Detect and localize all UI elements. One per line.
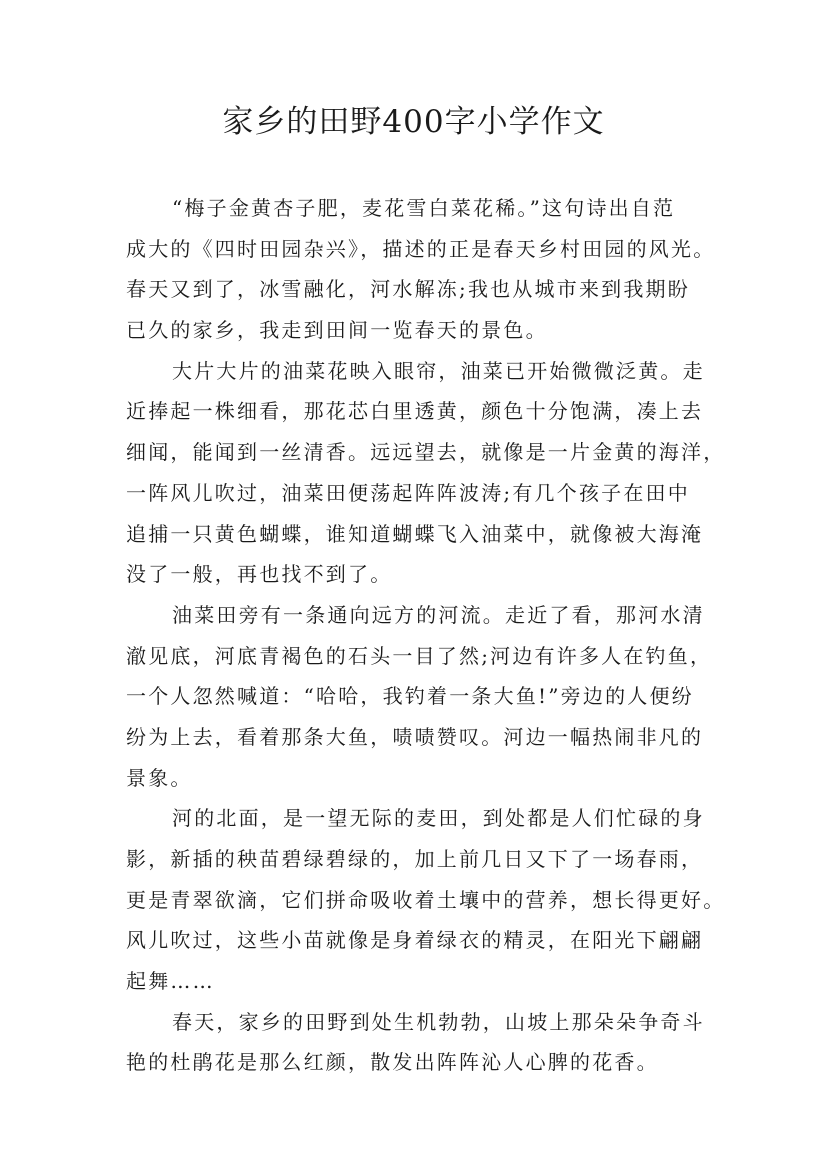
- text-line: 起舞……: [126, 969, 215, 994]
- text-line: 油菜田旁有一条通向远方的河流。走近了看，那河水清: [172, 602, 705, 627]
- text-line: “梅子金黄杏子肥，麦花雪白菜花稀。”这句诗出自范: [172, 196, 676, 220]
- text-line: 河的北面，是一望无际的麦田，到处都是人们忙碌的身: [172, 806, 705, 831]
- text-line: 春天又到了，冰雪融化，河水解冻;我也从城市来到我期盼: [126, 277, 690, 302]
- paragraph-4: [126, 798, 726, 1001]
- text-line: 影，新插的秧苗碧绿碧绿的，加上前几日又下了一场春雨，: [126, 847, 704, 871]
- text-line: 澈见底，河底青褐色的石头一目了然;河边有许多人在钓鱼，: [126, 643, 713, 668]
- text-line: 近捧起一株细看，那花芯白里透黄，颜色十分饱满，凑上去: [126, 399, 704, 424]
- article-body: [126, 188, 726, 1083]
- text-line: 大片大片的油菜花映入眼帘，油菜已开始微微泛黄。走: [172, 358, 705, 383]
- text-line: 没了一般，再也找不到了。: [126, 562, 393, 587]
- text-line: 风儿吹过，这些小苗就像是身着绿衣的精灵，在阳光下翩翩: [126, 928, 704, 953]
- paragraph-3: [126, 595, 713, 798]
- text-line: 景象。: [126, 765, 193, 790]
- text-line: 一阵风儿吹过，油菜田便荡起阵阵波涛;有几个孩子在田中: [126, 480, 690, 505]
- paragraph-2: [126, 351, 726, 595]
- page-title: 家乡的田野400字小学作文: [222, 104, 605, 140]
- text-line: 成大的《四时田园杂兴》，描述的正是春天乡村田园的风光。: [126, 236, 716, 261]
- text-line: 一个人忽然喊道：“哈哈，我钓着一条大鱼!”旁边的人便纷: [126, 684, 694, 709]
- text-line: 细闻，能闻到一丝清香。远远望去，就像是一片金黄的海洋，: [126, 440, 726, 465]
- text-line: 艳的杜鹃花是那么红颜，散发出阵阵沁人心脾的花香。: [126, 1050, 659, 1075]
- text-line: 已久的家乡，我走到田间一览春天的景色。: [126, 318, 548, 343]
- paragraph-5: [126, 1002, 705, 1083]
- text-line: 春天，家乡的田野到处生机勃勃，山坡上那朵朵争奇斗: [172, 1009, 705, 1034]
- text-line: 纷为上去，看着那条大鱼，啧啧赞叹。河边一幅热闹非凡的: [126, 724, 704, 749]
- paragraph-1: [126, 188, 716, 351]
- text-line: 更是青翠欲滴，它们拼命吸收着土壤中的营养，想长得更好。: [126, 887, 726, 912]
- text-line: 追捕一只黄色蝴蝶，谁知道蝴蝶飞入油菜中，就像被大海淹: [126, 521, 704, 546]
